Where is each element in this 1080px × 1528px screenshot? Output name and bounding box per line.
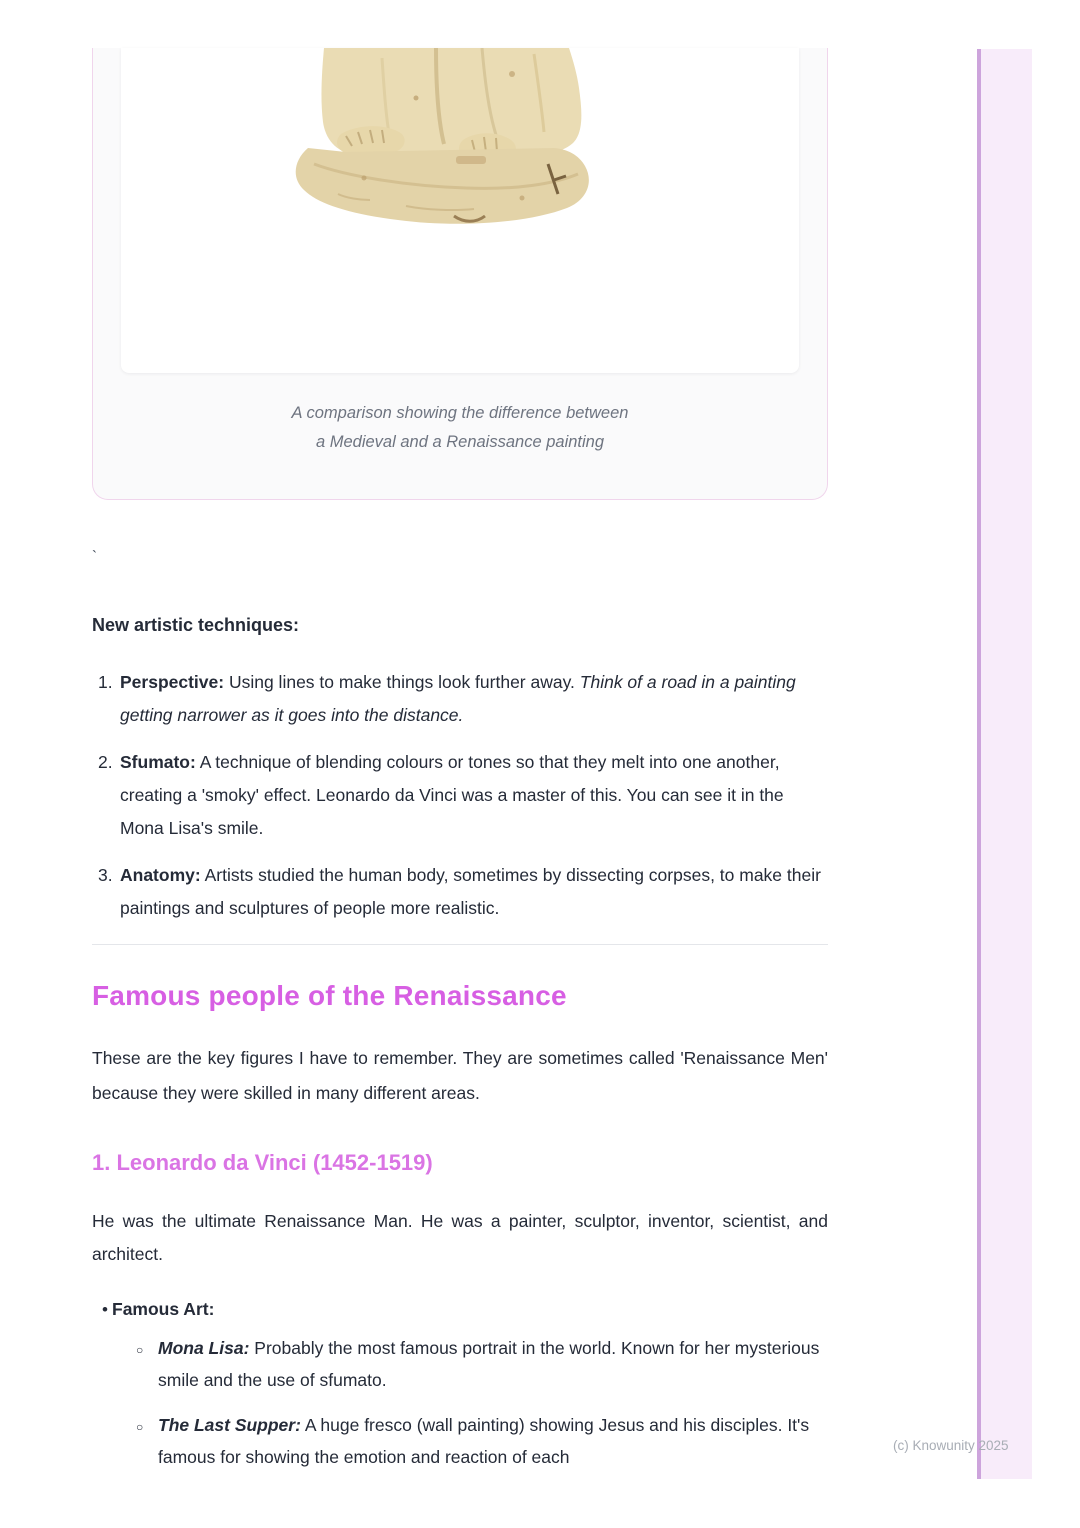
techniques-heading: New artistic techniques: [92,615,300,635]
subsection-heading-leonardo: 1. Leonardo da Vinci (1452-1519) [92,1150,433,1175]
statue-fragment-illustration [286,48,606,238]
figure-card [92,48,828,500]
list-number: 3. [98,865,113,885]
leonardo-intro: He was the ultimate Renaissance Man. He was a painter, sculptor, inventor, scientist, and architect. [92,1211,828,1264]
page-margin-panel [977,49,1032,1479]
techniques-list [92,666,828,925]
list-number: 2. [98,752,113,772]
famous-people-intro: These are the key figures I have to remember. They are sometimes called 'Renaissance Men' because they were skilled in many different areas. [92,1048,828,1103]
circle-bullet-icon: ○ [136,1420,144,1434]
list-number: 1. [98,672,113,692]
section-heading-famous-people: Famous people of the Renaissance [92,980,567,1011]
figure-caption: A comparison showing the difference between a Medieval and a Renaissance painting [291,404,629,451]
bullet-icon: • [102,1300,108,1319]
copyright-watermark: (c) Knowunity 2025 [893,1438,1009,1453]
list-item-anatomy: 3. Anatomy: Artists studied the human body, sometimes by dissecting corpses, to make their paintings and sculptures of people more realistic. [92,859,828,925]
section-divider [92,944,828,945]
circle-bullet-icon: ○ [136,1343,144,1357]
page-content [92,0,828,1473]
figure-image [121,48,799,373]
stray-character: ` [92,548,97,565]
list-item-famous-art: • Famous Art: [92,1293,828,1326]
list-item-last-supper: ○ The Last Supper: A huge fresco (wall painting) showing Jesus and his disciples. It's famous for showing the emotion and reaction of each [92,1409,828,1473]
list-item-mona-lisa: ○ Mona Lisa: Probably the most famous portrait in the world. Known for her mysterious smile and the use of sfumato. [92,1332,828,1396]
leonardo-art-list [92,1293,828,1473]
list-item-sfumato: 2. Sfumato: A technique of blending colours or tones so that they melt into one another, creating a 'smoky' effect. Leonardo da Vinci was a master of this. You can see it in the Mona Lisa's smile. [92,746,828,845]
list-item-perspective: 1. Perspective: Using lines to make things look further away. Think of a road in a painting getting narrower as it goes into the distance. [92,666,828,732]
